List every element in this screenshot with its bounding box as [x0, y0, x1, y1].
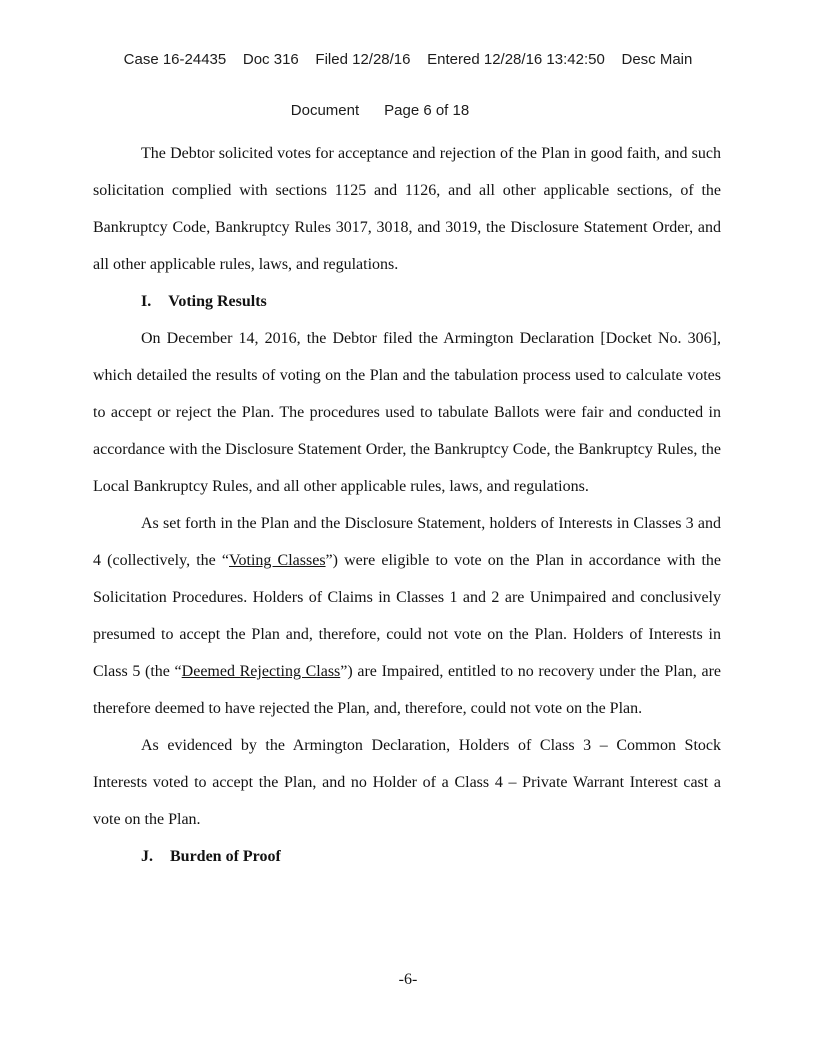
heading-title: Voting Results — [168, 293, 267, 310]
case-stamp-header — [0, 17, 816, 153]
page-number: -6- — [398, 971, 418, 988]
heading-burden-of-proof — [93, 838, 721, 875]
paragraph-segment: ”) are Impaired, entitled to no recovery under the Plan, are therefore deemed to have rejected the Plan, and, therefore, could not vote on the Plan. — [93, 663, 721, 717]
deemed-rejecting-class-term: Deemed Rejecting Class — [181, 663, 341, 680]
case-stamp-line2-text: Document Page 6 of 18 — [290, 102, 470, 119]
heading-number: J. — [141, 848, 153, 865]
paragraph-voting-classes — [93, 505, 721, 727]
paragraph-voting-declaration: On December 14, 2016, the Debtor filed the Armington Declaration [Docket No. 306], which detailed the results of voting on the Plan and the tabulation process used to calculate votes to accept or reject the Plan. The procedures used to tabulate Ballots were fair and conducted in accordance with the Disclosure Statement Order, the Bankruptcy Code, the Bankruptcy Rules, the Local Bankruptcy Rules, and all other applicable rules, laws, and regulations. — [93, 330, 721, 495]
paragraph-solicitation: The Debtor solicited votes for acceptance and rejection of the Plan in good faith, and such solicitation complied with sections 1125 and 1126, and all other applicable sections, of the Bankruptcy Code, Bankruptcy Rules 3017, 3018, and 3019, the Disclosure Statement Order, and all other applicable rules, laws, and regulations. — [93, 145, 721, 273]
heading-title: Burden of Proof — [170, 848, 281, 865]
document-body — [93, 135, 721, 875]
case-stamp-line2 — [0, 102, 816, 119]
paragraph-segment: ”) were eligible to vote on the Plan in accordance with the Solicitation Procedures. Holders of Claims in Classes 1 and 2 are Unimpaired and conclusively presumed to accept the Plan and, therefore, could not vote on the Plan. Holders of Interests in Class 5 (the “ — [93, 552, 721, 680]
paragraph-segment: As set forth in the Plan and the Disclosure Statement, holders of Interests in Classes 3 and 4 (collectively, the “ — [93, 515, 721, 569]
paragraph-armington-evidence: As evidenced by the Armington Declaration, Holders of Class 3 – Common Stock Interests voted to accept the Plan, and no Holder of a Class 4 – Private Warrant Interest cast a vote on the Plan. — [93, 737, 721, 828]
heading-number: I. — [141, 293, 152, 310]
case-stamp-line1: Case 16-24435 Doc 316 Filed 12/28/16 Entered 12/28/16 13:42:50 Desc Main — [123, 51, 693, 68]
voting-classes-term: Voting Classes — [229, 552, 326, 569]
heading-voting-results — [93, 283, 721, 320]
